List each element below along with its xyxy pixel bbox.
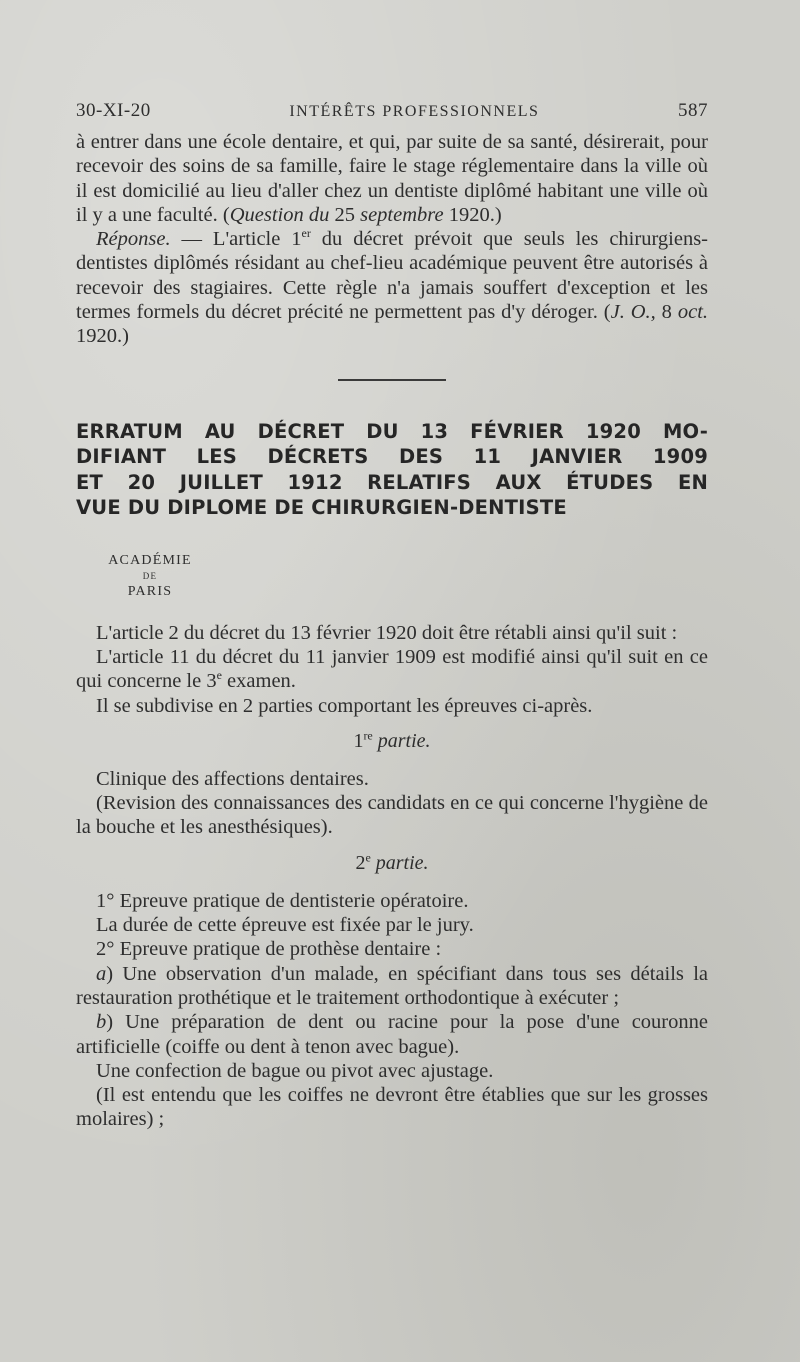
document-page — [76, 100, 708, 1132]
page-number: 587 — [678, 100, 708, 121]
body-paragraph: (Il est entendu que les coiffes ne devront être établies que sur les grosses molaires) ; — [76, 1084, 708, 1131]
academy-line: DE — [142, 570, 158, 581]
p9-text: ) Une observation d'un malade, en spécifiant dans tous ses détails la restauration prothétique et le traitement orthodontique à exécuter ; — [76, 962, 708, 1009]
body-paragraph: Il se subdivise en 2 parties comportant les épreuves ci-après. — [96, 694, 593, 717]
reponse-sup: er — [301, 226, 311, 241]
body-paragraph: Une confection de bague ou pivot avec ajustage. — [96, 1059, 494, 1082]
reponse-text-2: du décret prévoit que seuls les chirurgiens-dentistes diplômés résidant au chef-lieu académique peuvent être autorisés à recevoir des stagiaires. Cette règle n'a jamais souffert d'exception et les termes formels du décret précité ne permettent pas d'y déroger. ( — [76, 228, 708, 324]
question-continuation — [76, 130, 708, 227]
section-title-line: ERRATUM AU DÉCRET DU 13 FÉVRIER 1920 MO- — [76, 419, 708, 443]
part-heading-1 — [76, 730, 708, 753]
part2-num: 2 — [355, 851, 366, 874]
part1-num: 1 — [353, 729, 364, 752]
p2-sup: e — [216, 668, 222, 683]
part2-label: partie. — [370, 851, 429, 874]
body-paragraph: La durée de cette épreuve est fixée par le jury. — [96, 914, 474, 937]
ref-label: Question du — [229, 203, 330, 226]
body-paragraph — [76, 645, 708, 694]
body-paragraph: Clinique des affections dentaires. — [96, 767, 369, 790]
reponse-label: Réponse. — [96, 228, 171, 251]
p2-text: L'article 11 du décret du 11 janvier 1909 est modifié ainsi qu'il suit en ce qui concerne le 3 — [76, 645, 708, 693]
section-title-line: ET 20 JUILLET 1912 RELATIFS AUX ÉTUDES EN — [76, 470, 708, 494]
reponse-source: J. O., — [610, 301, 656, 324]
p10-text: ) Une préparation de dent ou racine pour la pose d'une couronne artificielle (coiffe ou dent à tenon avec bague). — [76, 1011, 708, 1058]
part2-sup: e — [365, 850, 371, 865]
body-paragraph: L'article 2 du décret du 13 février 1920 doit être rétabli ainsi qu'il suit : — [96, 621, 678, 644]
running-header — [76, 100, 708, 122]
ref-open: ( — [222, 203, 230, 226]
reponse-day: 8 — [655, 301, 678, 324]
section-title-line: DIFIANT LES DÉCRETS DES 11 JANVIER 1909 — [76, 445, 708, 469]
body-paragraph: 1° Epreuve pratique de dentisterie opératoire. — [96, 889, 469, 912]
academy-line: PARIS — [127, 583, 173, 599]
reponse-paragraph — [76, 227, 708, 348]
part1-label: partie. — [372, 729, 431, 752]
section-title-line: VUE DU DIPLOME DE CHIRURGIEN-DENTISTE — [76, 496, 567, 520]
ref-year: 1920.) — [448, 203, 502, 226]
body-paragraph — [76, 962, 708, 1011]
header-title: INTÉRÊTS PROFESSIONNELS — [289, 103, 540, 120]
section-divider — [338, 379, 446, 381]
p9-label: a — [96, 962, 107, 985]
body-paragraph — [76, 1010, 708, 1059]
reponse-year: 1920.) — [76, 325, 129, 348]
part-heading-2 — [76, 852, 708, 875]
ref-day: 25 — [334, 203, 355, 226]
body-paragraph: (Revision des connaissances des candidats en ce qui concerne l'hygiène de la bouche et les anesthésiques). — [76, 792, 708, 839]
p2-text-end: examen. — [221, 670, 296, 693]
reponse-month: oct. — [677, 301, 709, 324]
ref-month: septembre — [360, 203, 444, 226]
reponse-text-1: — L'article 1 — [170, 228, 302, 251]
academy-line: ACADÉMIE — [108, 552, 192, 568]
part1-sup: re — [363, 728, 373, 743]
question-text: à entrer dans une école dentaire, et qui, par suite de sa santé, désirerait, pour recevoir des soins de sa famille, faire le stage réglementaire dans la ville où il est domicilié au lieu d'aller chez un dentiste diplômé habitant une ville où il y a une faculté. — [76, 131, 708, 226]
section-title — [76, 419, 708, 521]
header-date: 30-XI-20 — [76, 100, 151, 121]
body-paragraph: 2° Epreuve pratique de prothèse dentaire : — [96, 938, 442, 961]
question-reference — [223, 204, 502, 226]
p10-label: b — [96, 1011, 107, 1034]
academy-label — [90, 551, 210, 601]
